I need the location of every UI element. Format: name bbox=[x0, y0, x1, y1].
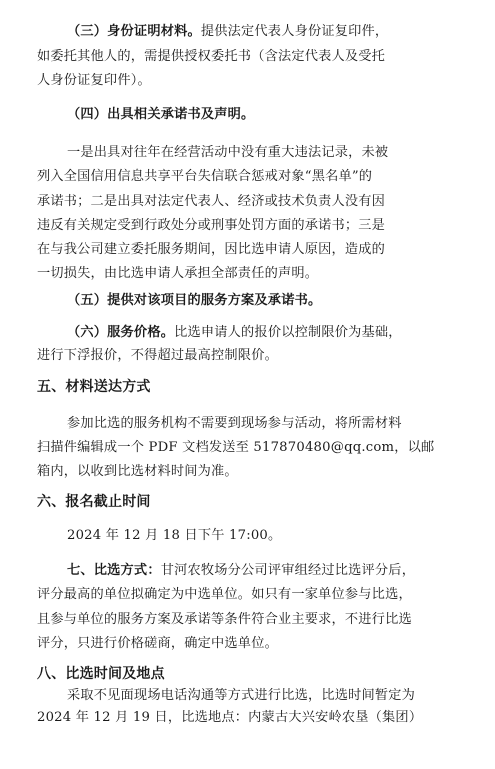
part5-line-2: 扫描件编辑成一个 PDF 文档发送至 517870480@qq.com，以邮 bbox=[37, 440, 435, 455]
sec4-line-1: 一是出具对往年在经营活动中没有重大违法记录，未被 bbox=[67, 145, 389, 160]
sec4-line-5: 在与我公司建立委托服务期间，因比选申请人原因，造成的 bbox=[37, 242, 386, 257]
part5-line-3: 箱内，以收到比选材料时间为准。 bbox=[37, 464, 238, 479]
part6-deadline: 2024 年 12 月 18 日下午 17:00。 bbox=[67, 528, 282, 543]
part8-line-1: 采取不见面现场电话沟通等方式进行比选，比选时间暂定为 bbox=[67, 688, 416, 703]
part7-line-2: 评分最高的单位拟确定为中选单位。如只有一家单位参与比选， bbox=[37, 587, 412, 602]
sec3-line-2: 如委托其他人的，需提供授权委托书（含法定代表人及受托 bbox=[37, 49, 386, 64]
sec3-text: 提供法定代表人身份证复印件， bbox=[200, 24, 389, 39]
part7-heading: 七、比选方式： bbox=[67, 563, 161, 578]
part8-heading: 八、比选时间及地点 bbox=[37, 666, 165, 682]
part6-heading: 六、报名截止时间 bbox=[37, 494, 151, 510]
sec3-line-1 bbox=[67, 24, 467, 40]
part7-line-3: 且参与单位的服务方案及承诺等条件符合业主要求，不进行比选 bbox=[37, 612, 412, 627]
sec5-heading: （五）提供对该项目的服务方案及承诺书。 bbox=[67, 293, 322, 308]
sec6-text: 比选申请人的报价以控制限价为基础， bbox=[174, 325, 402, 340]
sec3-line-3: 人身份证复印件）。 bbox=[37, 73, 151, 88]
sec3-heading: （三）身份证明材料。 bbox=[67, 24, 201, 39]
part8-line-2: 2024 年 12 月 19 日，比选地点：内蒙古大兴安岭农垦（集团） bbox=[37, 710, 423, 725]
part5-heading: 五、材料送达方式 bbox=[37, 379, 151, 395]
sec6-line-1 bbox=[67, 325, 467, 341]
part7-line-1 bbox=[67, 563, 467, 579]
sec4-line-4: 违反有关规定受到行政处分或刑事处罚方面的承诺书；三是 bbox=[37, 218, 386, 233]
part7-text: 甘河农牧场分公司评审组经过比选评分后， bbox=[160, 563, 416, 578]
sec6-heading: （六）服务价格。 bbox=[67, 325, 175, 340]
sec4-line-6: 一切损失，由比选申请人承担全部责任的声明。 bbox=[37, 266, 319, 281]
part5-line-1: 参加比选的服务机构不需要到现场参与活动，将所需材料 bbox=[67, 416, 402, 431]
sec4-line-2: 列入全国信用信息共享平台失信联合惩戒对象“黑名单”的 bbox=[37, 169, 373, 184]
sec6-line-2: 进行下浮报价，不得超过最高控制限价。 bbox=[37, 348, 278, 363]
part7-line-4: 评分，只进行价格磋商，确定中选单位。 bbox=[37, 636, 278, 651]
sec4-heading: （四）出具相关承诺书及声明。 bbox=[67, 107, 255, 122]
sec4-line-3: 承诺书；二是出具对法定代表人、经济或技术负责人没有因 bbox=[37, 194, 386, 209]
